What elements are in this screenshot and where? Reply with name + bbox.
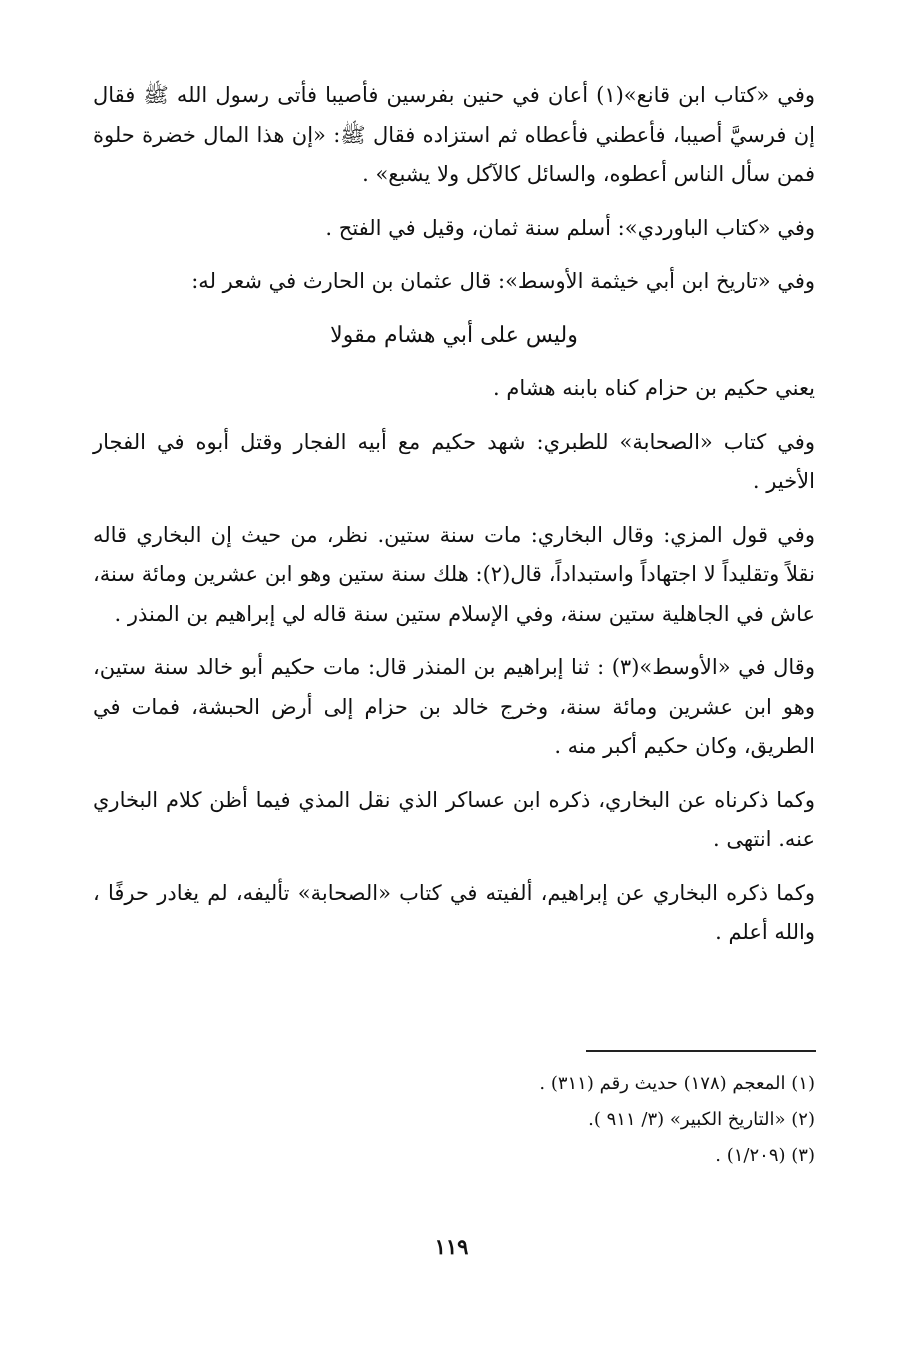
paragraph-ibn-asakir: وكما ذكرناه عن البخاري، ذكره ابن عساكر الذي نقل المذي فيما أظن كلام البخاري عنه. انتهى . xyxy=(93,787,815,851)
main-text xyxy=(93,76,815,967)
paragraph-tabari: وفي كتاب «الصحابة» للطبري: شهد حكيم مع أبيه الفجار وقتل أبوه في الفجار الأخير . xyxy=(93,429,815,493)
footnote-2: (٢) «التاريخ الكبير» (٣/ ٩١١ ). xyxy=(588,1109,815,1130)
verse-line: وليس على أبي هشام مقولا xyxy=(330,322,578,348)
paragraph-mizzi: وفي قول المزي: وقال البخاري: مات سنة ستين. نظر، من حيث إن البخاري قاله نقلاً وتقليداً لا اجتهاداً واستبداداً، قال(٢): هلك سنة ستين وهو ابن عشرين ومائة سنة، عاش في الجاهلية ستين سنة، وفي الإسلام ستين سنة قاله لي إبراهيم بن المنذر . xyxy=(93,522,815,626)
paragraph-bawardi: وفي «كتاب الباوردي»: أسلم سنة ثمان، وقيل في الفتح . xyxy=(325,215,815,240)
paragraph-conclusion: وكما ذكره البخاري عن إبراهيم، ألفيته في كتاب «الصحابة» تأليفه، لم يغادر حرفًا ، والله أعلم . xyxy=(93,880,815,944)
footnotes xyxy=(93,1066,815,1174)
footnote-separator xyxy=(586,1050,816,1052)
footnote-1: (١) المعجم (١٧٨) حديث رقم (٣١١) . xyxy=(539,1073,815,1094)
paragraph-kunya: يعني حكيم بن حزام كناه بابنه هشام . xyxy=(493,376,815,400)
paragraph-ibn-abi-khaythama: وفي «تاريخ ابن أبي خيثمة الأوسط»: قال عثمان بن الحارث في شعر له: xyxy=(191,269,815,293)
footnote-3: (٣) (١/٢٠٩) . xyxy=(715,1145,815,1166)
paragraph-ibn-qani: وفي «كتاب ابن قانع»(١) أعان في حنين بفرسين فأصيبا فأتى رسول الله ﷺ فقال إن فرسيَّ أصيبا، فأعطني فأعطاه ثم استزاده فقال ﷺ: «إن هذا المال خضرة حلوة فمن سأل الناس أعطوه، والسائل كالآكل ولا يشبع» . xyxy=(93,83,815,186)
page-number: ١١٩ xyxy=(434,1234,469,1259)
paragraph-awsat: وقال في «الأوسط»(٣) : ثنا إبراهيم بن المنذر قال: مات حكيم أبو خالد سنة ستين، وهو ابن عشرين ومائة سنة، وخرج خالد بن حزام إلى أرض الحبشة، فمات في الطريق، وكان حكيم أكبر منه . xyxy=(93,655,815,758)
